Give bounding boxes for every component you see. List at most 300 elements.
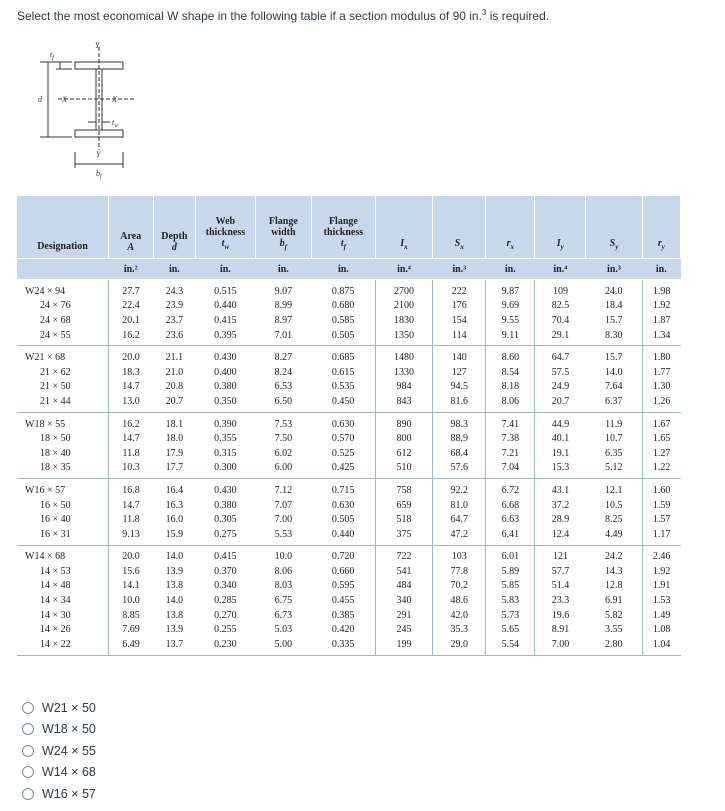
value-cell: 15.3 <box>535 461 586 479</box>
value-cell: 82.5 <box>535 299 586 314</box>
value-cell: 0.515 <box>214 285 237 297</box>
value-cell: 199 <box>375 637 432 655</box>
designation-cell: 24 × 76 <box>40 300 71 312</box>
value-cell: 0.370 <box>214 565 237 577</box>
table-row <box>17 394 681 412</box>
value-cell: 5.65 <box>486 622 535 637</box>
value-cell: 0.615 <box>331 366 355 378</box>
value-cell: 1.60 <box>642 479 680 498</box>
value-cell: 9.87 <box>486 280 535 299</box>
table-row <box>17 579 681 594</box>
value-cell: 722 <box>375 545 432 564</box>
table-row <box>17 299 681 314</box>
designation-cell: 21 × 44 <box>40 395 71 407</box>
designation-cell: 21 × 62 <box>40 366 71 378</box>
value-cell: 0.720 <box>331 551 355 563</box>
designation-cell: 18 × 50 <box>40 433 71 445</box>
value-cell: 8.60 <box>486 346 535 365</box>
designation-cell: 14 × 22 <box>40 638 71 650</box>
unit-cell: in.³ <box>586 259 642 280</box>
value-cell: 0.715 <box>331 484 355 496</box>
value-cell: 57.6 <box>433 461 486 479</box>
column-header-symbol: $I_x$ <box>400 238 408 251</box>
value-cell: 16.0 <box>165 514 184 526</box>
answer-option-label[interactable]: W16 × 57 <box>42 786 96 801</box>
value-cell: 8.18 <box>486 380 535 395</box>
value-cell: 14.0 <box>165 595 184 607</box>
radio-button[interactable] <box>22 745 34 757</box>
value-cell: 14.3 <box>604 565 623 577</box>
value-cell: 758 <box>375 479 432 498</box>
value-cell: 0.355 <box>214 433 237 445</box>
value-cell: 1.22 <box>642 461 680 479</box>
value-cell: 5.12 <box>604 462 623 474</box>
value-cell: 43.1 <box>535 479 586 498</box>
column-header <box>642 196 680 259</box>
value-cell: 0.430 <box>214 484 237 496</box>
unit-cell: in.⁴ <box>535 259 586 280</box>
radio-button[interactable] <box>22 766 34 778</box>
value-cell: 1.59 <box>642 498 680 513</box>
designation-cell: W14 × 68 <box>25 551 66 563</box>
answer-option[interactable] <box>22 783 96 805</box>
table-row <box>17 446 681 461</box>
value-cell: 12.1 <box>604 484 623 496</box>
column-header-symbol: $b_f$ <box>279 238 287 251</box>
value-cell: 510 <box>375 461 432 479</box>
value-cell: 0.300 <box>214 462 237 474</box>
table-row <box>17 608 681 623</box>
value-cell: 7.00 <box>535 637 586 655</box>
value-cell: 0.430 <box>214 352 237 364</box>
value-cell: 57.5 <box>535 365 586 380</box>
tf-label: $t_f$ <box>50 50 54 61</box>
value-cell: 484 <box>375 579 432 594</box>
value-cell: 6.02 <box>274 447 293 459</box>
radio-button[interactable] <box>22 723 34 735</box>
column-header <box>153 196 196 259</box>
table-row <box>17 313 681 328</box>
value-cell: 24.0 <box>604 285 623 297</box>
designation-cell: 14 × 53 <box>40 565 71 577</box>
depth-label: d <box>38 95 42 104</box>
table-row <box>17 545 681 564</box>
designation-cell: 24 × 68 <box>40 314 71 326</box>
value-cell: 1.08 <box>642 622 680 637</box>
value-cell: 109 <box>535 280 586 299</box>
designation-cell: W16 × 57 <box>25 484 66 496</box>
value-cell: 6.37 <box>604 395 623 407</box>
value-cell: 6.53 <box>274 381 293 393</box>
value-cell: 0.630 <box>331 499 355 511</box>
value-cell: 0.660 <box>331 565 355 577</box>
value-cell: 11.8 <box>108 446 153 461</box>
value-cell: 20.0 <box>108 545 153 564</box>
value-cell: 7.50 <box>274 433 293 445</box>
value-cell: 15.7 <box>604 352 623 364</box>
value-cell: 659 <box>375 498 432 513</box>
value-cell: 6.41 <box>486 527 535 545</box>
table-header-row <box>17 196 681 259</box>
value-cell: 77.8 <box>433 564 486 579</box>
column-header-symbol: $S_x$ <box>454 238 464 251</box>
table-row <box>17 280 681 299</box>
value-cell: 1.77 <box>642 365 680 380</box>
table-row <box>17 380 681 395</box>
value-cell: 20.1 <box>108 313 153 328</box>
value-cell: 222 <box>433 280 486 299</box>
answer-option-label[interactable]: W21 × 50 <box>42 700 96 715</box>
value-cell: 0.415 <box>214 551 237 563</box>
value-cell: 13.8 <box>165 580 184 592</box>
value-cell: 35.3 <box>433 622 486 637</box>
answer-option-label[interactable]: W18 × 50 <box>42 722 96 737</box>
value-cell: 98.3 <box>433 412 486 431</box>
value-cell: 0.270 <box>214 609 237 621</box>
value-cell: 0.425 <box>331 462 355 474</box>
answer-option[interactable] <box>22 740 96 762</box>
x-axis-left-label: X <box>62 95 67 104</box>
column-header <box>108 196 153 259</box>
value-cell: 19.6 <box>535 608 586 623</box>
units-row <box>17 259 681 280</box>
value-cell: 81.0 <box>433 498 486 513</box>
value-cell: 15.7 <box>604 314 623 326</box>
value-cell: 0.505 <box>331 329 355 341</box>
value-cell: 13.8 <box>165 609 184 621</box>
value-cell: 121 <box>535 545 586 564</box>
value-cell: 6.01 <box>486 545 535 564</box>
value-cell: 291 <box>375 608 432 623</box>
value-cell: 0.380 <box>214 381 237 393</box>
value-cell: 0.505 <box>331 514 355 526</box>
value-cell: 70.4 <box>535 313 586 328</box>
designation-cell: 14 × 30 <box>40 609 71 621</box>
value-cell: 8.06 <box>486 394 535 412</box>
designation-cell: 16 × 50 <box>40 499 71 511</box>
value-cell: 6.63 <box>486 512 535 527</box>
value-cell: 24.9 <box>535 380 586 395</box>
value-cell: 0.570 <box>331 433 355 445</box>
value-cell: 10.7 <box>604 433 623 445</box>
unit-cell: in. <box>642 259 680 280</box>
value-cell: 12.8 <box>604 580 623 592</box>
value-cell: 6.91 <box>604 595 623 607</box>
value-cell: 5.83 <box>486 593 535 608</box>
table-row <box>17 412 681 431</box>
value-cell: 0.450 <box>331 395 355 407</box>
value-cell: 18.3 <box>108 365 153 380</box>
column-header-symbol: $S_y$ <box>609 238 619 251</box>
value-cell: 1.57 <box>642 512 680 527</box>
value-cell: 800 <box>375 431 432 446</box>
column-header-title: Flange thickness <box>323 216 364 238</box>
value-cell: 23.6 <box>165 329 184 341</box>
column-header <box>433 196 486 259</box>
value-cell: 127 <box>433 365 486 380</box>
value-cell: 0.440 <box>331 528 355 540</box>
value-cell: 23.7 <box>165 314 184 326</box>
value-cell: 1.27 <box>642 446 680 461</box>
value-cell: 13.9 <box>165 624 184 636</box>
column-header-symbol: $t_w$ <box>221 238 230 251</box>
bf-label: $b_f$ <box>96 169 102 180</box>
value-cell: 6.68 <box>486 498 535 513</box>
value-cell: 1.98 <box>642 280 680 299</box>
value-cell: 0.350 <box>214 395 237 407</box>
value-cell: 18.4 <box>604 300 623 312</box>
table-row <box>17 527 681 545</box>
answer-option[interactable] <box>22 719 96 741</box>
value-cell: 64.7 <box>535 346 586 365</box>
radio-button[interactable] <box>22 788 34 800</box>
value-cell: 10.5 <box>604 499 623 511</box>
table-row <box>17 622 681 637</box>
unit-cell <box>17 259 108 280</box>
unit-cell: in. <box>196 259 256 280</box>
value-cell: 10.0 <box>274 551 293 563</box>
value-cell: 13.9 <box>165 565 184 577</box>
value-cell: 19.1 <box>535 446 586 461</box>
value-cell: 48.6 <box>433 593 486 608</box>
table-row <box>17 593 681 608</box>
value-cell: 984 <box>375 380 432 395</box>
value-cell: 9.07 <box>274 285 293 297</box>
value-cell: 7.21 <box>486 446 535 461</box>
value-cell: 42.0 <box>433 608 486 623</box>
value-cell: 0.440 <box>214 300 237 312</box>
value-cell: 375 <box>375 527 432 545</box>
value-cell: 47.2 <box>433 527 486 545</box>
value-cell: 81.6 <box>433 394 486 412</box>
value-cell: 6.50 <box>274 395 293 407</box>
value-cell: 15.9 <box>165 528 184 540</box>
answer-options <box>22 697 96 805</box>
value-cell: 0.255 <box>214 624 237 636</box>
value-cell: 29.0 <box>433 637 486 655</box>
value-cell: 1.34 <box>642 328 680 346</box>
value-cell: 14.7 <box>108 431 153 446</box>
value-cell: 13.7 <box>165 638 184 650</box>
value-cell: 9.13 <box>108 527 153 545</box>
column-header <box>255 196 311 259</box>
value-cell: 1.26 <box>642 394 680 412</box>
value-cell: 8.91 <box>535 622 586 637</box>
value-cell: 0.335 <box>331 638 355 650</box>
value-cell: 11.8 <box>108 512 153 527</box>
value-cell: 14.0 <box>604 366 623 378</box>
value-cell: 5.89 <box>486 564 535 579</box>
value-cell: 8.27 <box>274 352 293 364</box>
value-cell: 1.17 <box>642 527 680 545</box>
value-cell: 7.12 <box>274 484 293 496</box>
table-row <box>17 365 681 380</box>
value-cell: 1830 <box>375 313 432 328</box>
value-cell: 9.55 <box>486 313 535 328</box>
value-cell: 14.0 <box>165 551 184 563</box>
value-cell: 21.0 <box>165 366 184 378</box>
value-cell: 5.82 <box>604 609 623 621</box>
value-cell: 1350 <box>375 328 432 346</box>
value-cell: 5.73 <box>486 608 535 623</box>
table-row <box>17 346 681 365</box>
value-cell: 2.80 <box>604 638 623 650</box>
value-cell: 21.1 <box>165 352 184 364</box>
value-cell: 0.630 <box>331 418 355 430</box>
designation-cell: 14 × 26 <box>40 624 71 636</box>
designation-cell: 21 × 50 <box>40 381 71 393</box>
column-header-title: Web thickness <box>205 216 246 238</box>
unit-cell: in.³ <box>433 259 486 280</box>
value-cell: 6.35 <box>604 447 623 459</box>
column-header-title: Depth <box>161 231 188 242</box>
value-cell: 16.3 <box>165 499 184 511</box>
value-cell: 5.85 <box>486 579 535 594</box>
value-cell: 20.7 <box>535 394 586 412</box>
value-cell: 7.38 <box>486 431 535 446</box>
value-cell: 2100 <box>375 299 432 314</box>
unit-cell: in.² <box>108 259 153 280</box>
column-header <box>196 196 256 259</box>
value-cell: 0.680 <box>331 300 355 312</box>
value-cell: 6.72 <box>486 479 535 498</box>
w-shape-table-container <box>17 196 681 656</box>
value-cell: 24.2 <box>604 551 623 563</box>
designation-cell: 16 × 31 <box>40 528 71 540</box>
value-cell: 8.30 <box>604 329 623 341</box>
column-header-symbol: $I_y$ <box>556 238 564 251</box>
column-header <box>375 196 432 259</box>
answer-option[interactable] <box>22 762 96 784</box>
value-cell: 88.9 <box>433 431 486 446</box>
value-cell: 7.01 <box>274 329 293 341</box>
value-cell: 8.54 <box>486 365 535 380</box>
value-cell: 103 <box>433 545 486 564</box>
value-cell: 22.4 <box>108 299 153 314</box>
y-axis-bottom-label: Y <box>96 150 101 159</box>
value-cell: 890 <box>375 412 432 431</box>
value-cell: 340 <box>375 593 432 608</box>
value-cell: 17.7 <box>165 462 184 474</box>
value-cell: 16.2 <box>108 412 153 431</box>
table-row <box>17 328 681 346</box>
value-cell: 0.285 <box>214 595 237 607</box>
shape-group <box>17 545 681 655</box>
value-cell: 94.5 <box>433 380 486 395</box>
designation-cell: 18 × 40 <box>40 447 71 459</box>
value-cell: 9.11 <box>486 328 535 346</box>
value-cell: 114 <box>433 328 486 346</box>
value-cell: 7.53 <box>274 418 293 430</box>
value-cell: 0.585 <box>331 314 355 326</box>
value-cell: 68.4 <box>433 446 486 461</box>
value-cell: 140 <box>433 346 486 365</box>
value-cell: 0.415 <box>214 314 237 326</box>
column-header-title: Area <box>120 231 142 242</box>
table-row <box>17 479 681 498</box>
value-cell: 5.54 <box>486 637 535 655</box>
value-cell: 10.3 <box>108 461 153 479</box>
shape-group <box>17 412 681 478</box>
value-cell: 14.7 <box>108 380 153 395</box>
value-cell: 40.1 <box>535 431 586 446</box>
value-cell: 0.385 <box>331 609 355 621</box>
value-cell: 2700 <box>375 280 432 299</box>
value-cell: 11.9 <box>605 418 623 430</box>
value-cell: 7.00 <box>274 514 293 526</box>
table-row <box>17 498 681 513</box>
column-header-title: Designation <box>37 241 88 252</box>
unit-cell: in. <box>255 259 311 280</box>
value-cell: 541 <box>375 564 432 579</box>
tw-label: $t_w$ <box>112 118 119 129</box>
shape-group <box>17 280 681 346</box>
designation-cell: 14 × 34 <box>40 595 71 607</box>
value-cell: 245 <box>375 622 432 637</box>
value-cell: 0.275 <box>214 528 237 540</box>
value-cell: 0.420 <box>331 624 355 636</box>
radio-button[interactable] <box>22 702 34 714</box>
value-cell: 5.53 <box>274 528 293 540</box>
value-cell: 0.340 <box>214 580 237 592</box>
value-cell: 37.2 <box>535 498 586 513</box>
value-cell: 6.00 <box>274 462 293 474</box>
value-cell: 518 <box>375 512 432 527</box>
y-axis-top-label: Y <box>95 42 100 50</box>
value-cell: 8.97 <box>274 314 293 326</box>
designation-cell: 24 × 55 <box>40 329 71 341</box>
value-cell: 0.875 <box>331 285 355 297</box>
value-cell: 1.65 <box>642 431 680 446</box>
value-cell: 8.85 <box>108 608 153 623</box>
designation-cell: W18 × 55 <box>25 418 66 430</box>
value-cell: 1.53 <box>642 593 680 608</box>
question-text: Select the most economical W shape in the following table if a section modulus of 90 in.$^3$ is required. <box>17 8 550 23</box>
value-cell: 0.380 <box>214 499 237 511</box>
unit-cell: in. <box>312 259 376 280</box>
value-cell: 7.07 <box>274 499 293 511</box>
value-cell: 0.455 <box>331 595 355 607</box>
value-cell: 8.03 <box>274 580 293 592</box>
shape-group <box>17 479 681 545</box>
value-cell: 16.8 <box>108 479 153 498</box>
answer-option-label[interactable]: W14 × 68 <box>42 765 96 780</box>
column-header <box>17 196 108 259</box>
value-cell: 13.0 <box>108 394 153 412</box>
value-cell: 7.69 <box>108 622 153 637</box>
value-cell: 8.24 <box>274 366 293 378</box>
answer-option[interactable] <box>22 697 96 719</box>
value-cell: 16.4 <box>165 484 184 496</box>
value-cell: 7.41 <box>486 412 535 431</box>
column-header-title: Flange width <box>268 216 298 238</box>
answer-option-label[interactable]: W24 × 55 <box>42 743 96 758</box>
value-cell: 1.80 <box>642 346 680 365</box>
designation-cell: W21 × 68 <box>25 352 66 364</box>
value-cell: 0.230 <box>214 638 237 650</box>
value-cell: 8.99 <box>274 300 293 312</box>
value-cell: 27.7 <box>108 280 153 299</box>
value-cell: 0.685 <box>331 352 355 364</box>
value-cell: 0.525 <box>331 447 355 459</box>
value-cell: 10.0 <box>108 593 153 608</box>
value-cell: 1.30 <box>642 380 680 395</box>
value-cell: 15.6 <box>108 564 153 579</box>
value-cell: 17.9 <box>165 447 184 459</box>
value-cell: 7.04 <box>486 461 535 479</box>
value-cell: 3.55 <box>604 624 623 636</box>
value-cell: 20.8 <box>165 381 184 393</box>
